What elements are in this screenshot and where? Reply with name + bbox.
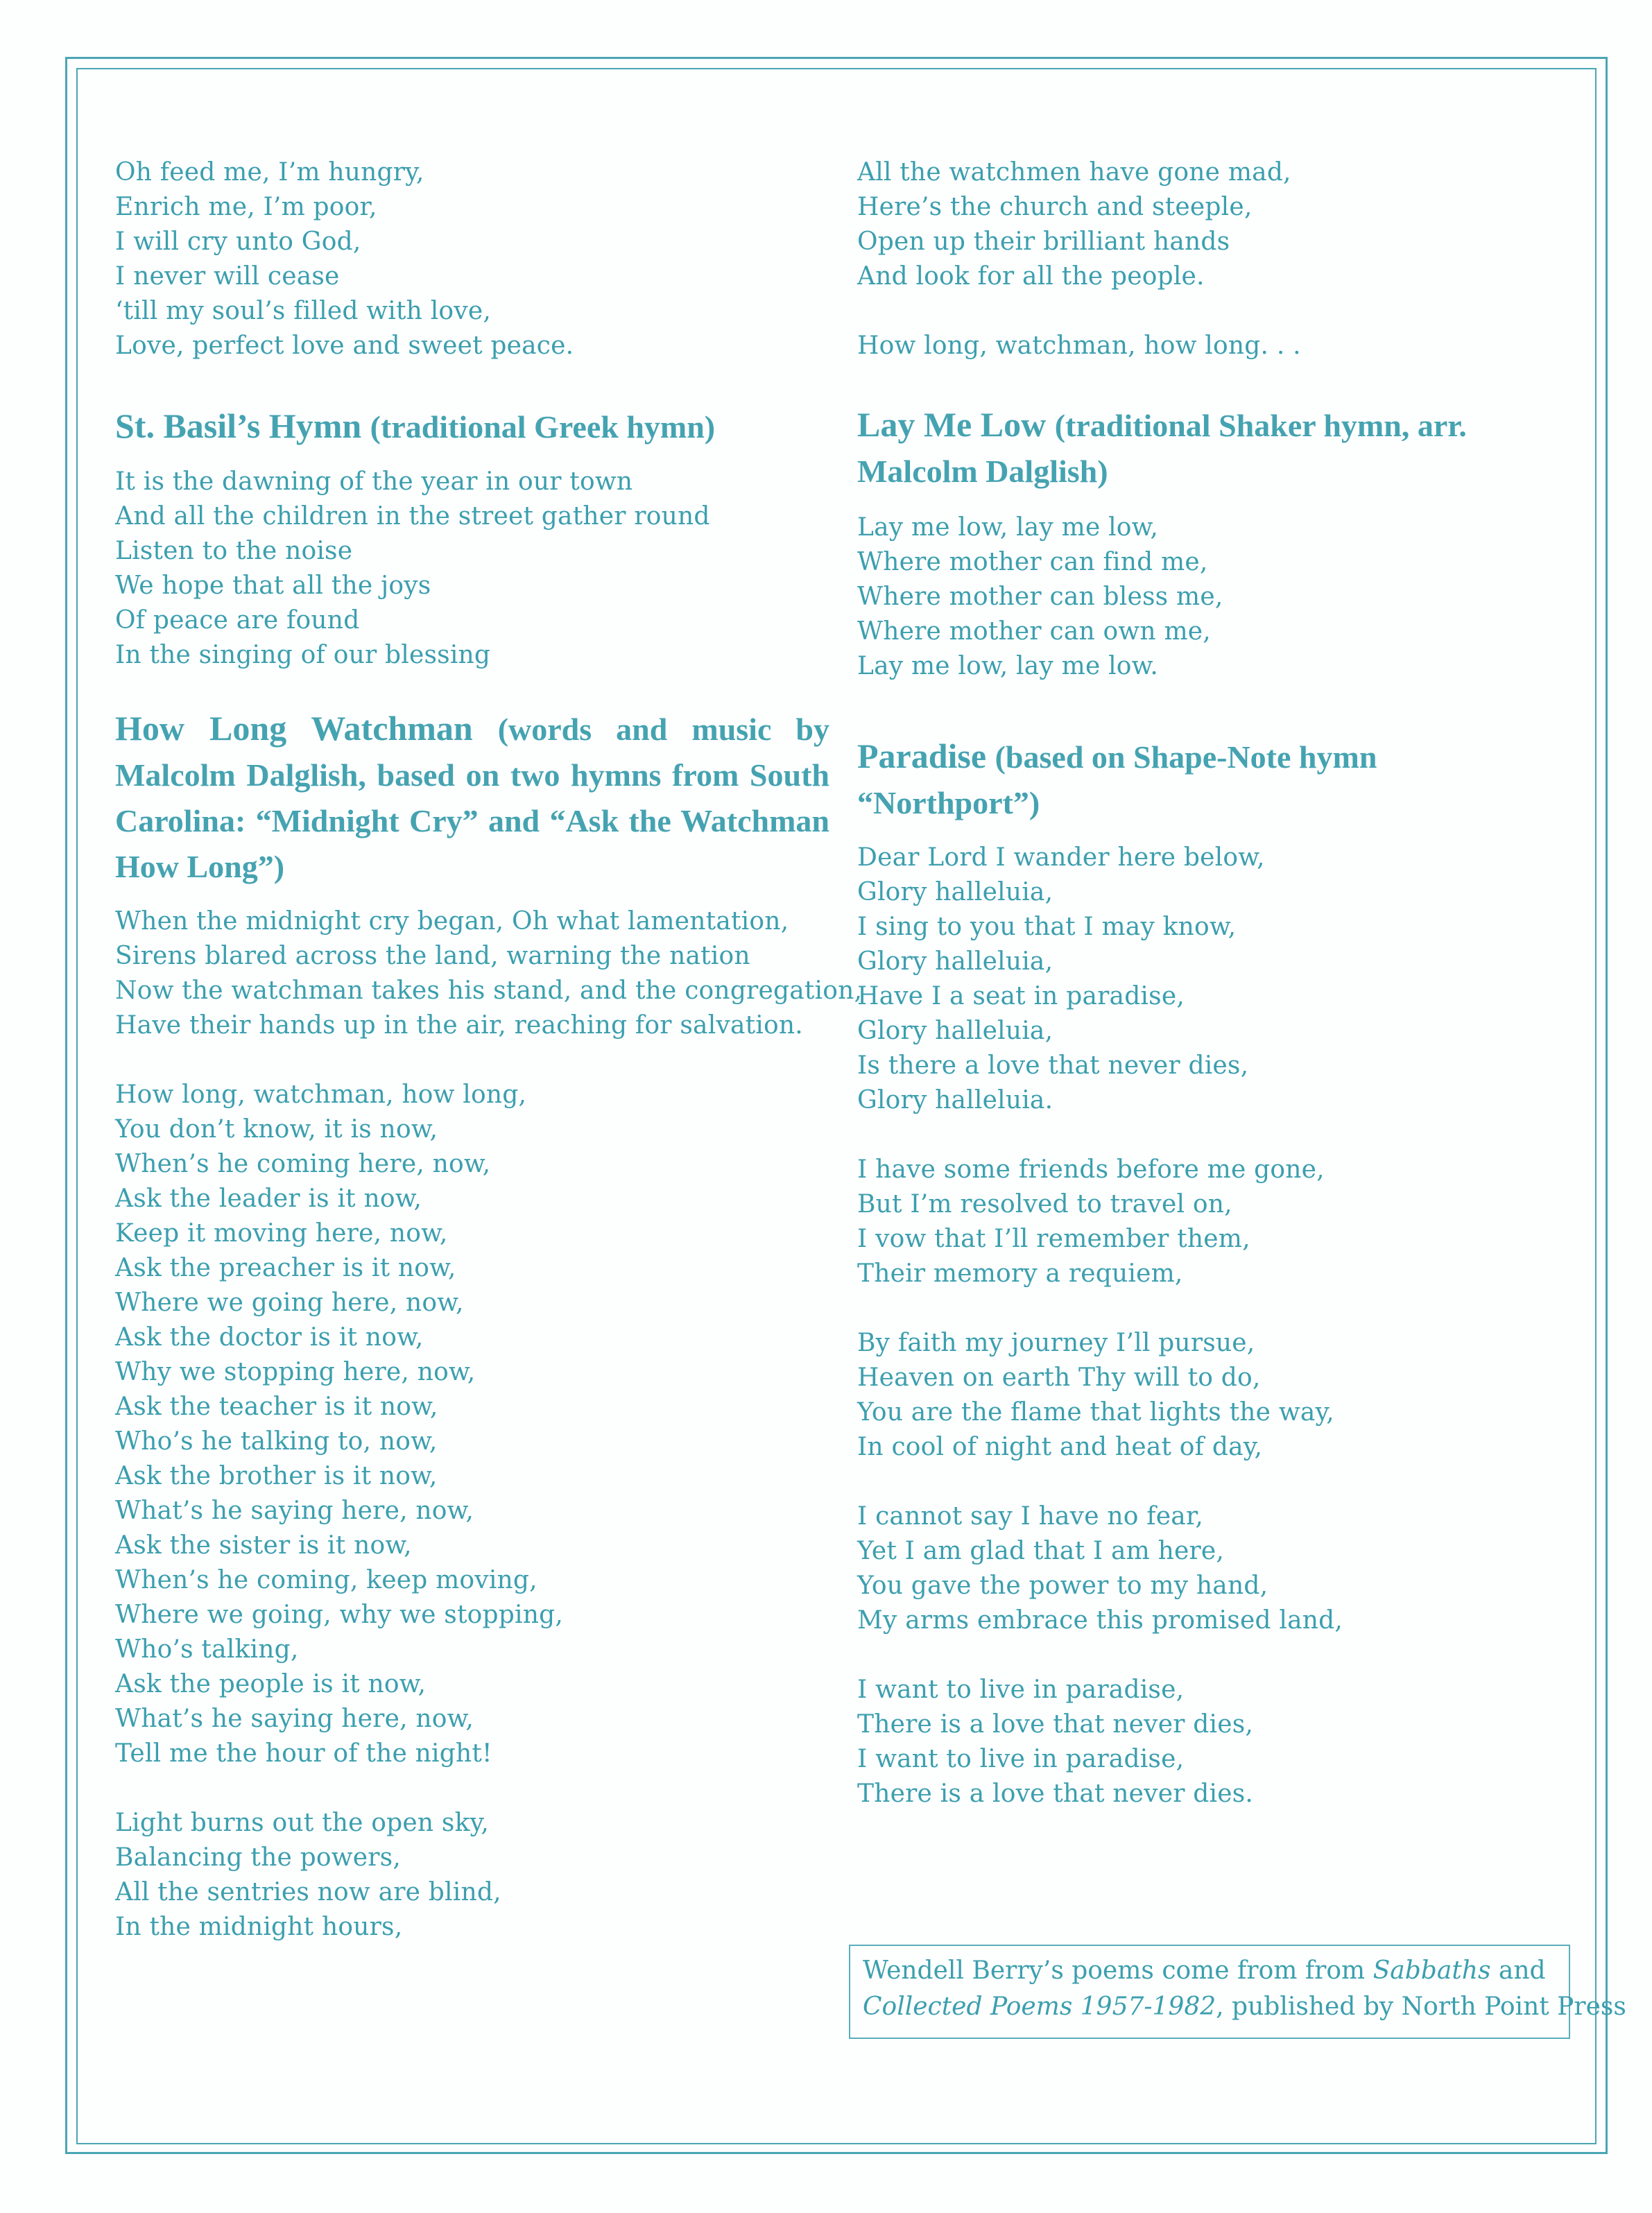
verse-line: You are the flame that lights the way, (857, 1398, 1334, 1427)
left-column (115, 155, 863, 1945)
verse-line: Glory halleluia, (857, 878, 1053, 906)
verse-line: Yet I am glad that I am here, (857, 1537, 1225, 1565)
verse-line: Enrich me, I’m poor, (115, 193, 377, 221)
verse-line: Heaven on earth Thy will to do, (857, 1363, 1261, 1392)
verse-line: Light burns out the open sky, (115, 1809, 490, 1837)
verse-line: Ask the leader is it now, (115, 1185, 422, 1213)
verse-line: Of peace are found (115, 606, 360, 635)
verse-line: Who’s talking, (115, 1635, 299, 1664)
paradise-verse-5 (857, 1673, 1572, 1811)
laymelow-heading (857, 402, 1572, 494)
verse-line: By faith my journey I’ll pursue, (857, 1329, 1255, 1357)
verse-line: In the singing of our blessing (115, 641, 491, 669)
verse-line: Balancing the powers, (115, 1843, 401, 1872)
verse-line: My arms embrace this promised land, (857, 1606, 1343, 1635)
verse-line: I sing to you that I may know, (857, 913, 1237, 941)
watchman-verse-3 (115, 1806, 829, 1945)
verse-line: Keep it moving here, now, (115, 1219, 448, 1248)
watchman-heading (115, 706, 829, 889)
verse-line: You don’t know, it is now, (115, 1115, 438, 1144)
paradise-verse-1 (857, 841, 1572, 1118)
footnote-book-1: Sabbaths (1373, 1956, 1491, 1985)
verse-line: Their memory a requiem, (857, 1259, 1183, 1288)
verse-line: And all the children in the street gather round (115, 502, 710, 531)
verse-line: Where mother can bless me, (857, 583, 1223, 611)
verse-line: Lay me low, lay me low, (857, 513, 1159, 542)
verse-line: I want to live in paradise, (857, 1745, 1185, 1773)
verse-line: Ask the teacher is it now, (115, 1393, 438, 1421)
watchman-verse-4 (857, 155, 1572, 294)
verse-line: Here’s the church and steeple, (857, 193, 1253, 221)
basil-subtitle: (traditional Greek hymn) (370, 409, 716, 445)
verse-line: Where we going, why we stopping, (115, 1601, 563, 1629)
verse-line: Tell me the hour of the night! (115, 1739, 492, 1768)
verse-line: It is the dawning of the year in our town (115, 467, 633, 496)
watchman-verse-2 (115, 1078, 829, 1771)
verse-line: I cannot say I have no fear, (857, 1502, 1204, 1531)
verse-line: I never will cease (115, 262, 340, 291)
verse-line: I have some friends before me gone, (857, 1155, 1325, 1184)
verse-line: Glory halleluia, (857, 1017, 1053, 1045)
watchman-verse-1 (115, 904, 863, 1043)
verse-line: What’s he saying here, now, (115, 1705, 474, 1733)
basil-heading (115, 404, 829, 449)
laymelow-subtitle-1: (traditional Shaker hymn, arr. (1054, 408, 1467, 443)
right-column (857, 155, 1572, 1811)
verse-line: Who’s he talking to, now, (115, 1427, 438, 1456)
verse-line: Glory halleluia. (857, 1086, 1053, 1114)
verse-line: In cool of night and heat of day, (857, 1433, 1263, 1461)
verse-line: There is a love that never dies, (857, 1710, 1254, 1739)
verse-line: When the midnight cry began, Oh what lamentation, (115, 907, 789, 936)
verse-line: You gave the power to my hand, (857, 1572, 1268, 1600)
paradise-verse-2 (857, 1153, 1572, 1291)
footnote-post: , published by North Point Press (1216, 1992, 1626, 2021)
verse-line: Have I a seat in paradise, (857, 982, 1185, 1010)
paradise-heading (857, 734, 1572, 825)
verse-line: I will cry unto God, (115, 227, 361, 256)
verse-line: Ask the preacher is it now, (115, 1254, 456, 1282)
watchman-subtitle: (words and music by Malcolm Dalglish, based on two hymns from South Carolina: “Midnight Cry” and “Ask the Watchman How Long”) (115, 712, 829, 884)
verse-line: ‘till my soul’s filled with love, (115, 297, 491, 325)
verse-line: Where mother can find me, (857, 548, 1208, 576)
verse-line: Ask the people is it now, (115, 1670, 427, 1698)
verse-line: Now the watchman takes his stand, and the congregation, (115, 976, 863, 1005)
intro-verse (115, 155, 829, 363)
paradise-title: Paradise (857, 737, 987, 775)
verse-line: Where we going here, now, (115, 1289, 464, 1317)
verse-line: Love, perfect love and sweet peace. (115, 331, 574, 360)
laymelow-title: Lay Me Low (857, 405, 1047, 444)
verse-line: Ask the brother is it now, (115, 1462, 438, 1490)
verse-line: Dear Lord I wander here below, (857, 843, 1265, 872)
watchman-title: How Long Watchman (115, 709, 473, 748)
paradise-subtitle-2: “Northport”) (857, 785, 1040, 820)
footnote-pre: Wendell Berry’s poems come from from (863, 1956, 1366, 1985)
verse-line: Why we stopping here, now, (115, 1358, 476, 1386)
verse-line: I vow that I’ll remember them, (857, 1225, 1250, 1253)
verse-line: We hope that all the joys (115, 571, 431, 600)
watchman-refrain: How long, watchman, how long. . . (857, 331, 1301, 360)
paradise-verse-4 (857, 1499, 1572, 1638)
verse-line: There is a love that never dies. (857, 1780, 1254, 1808)
verse-line: When’s he coming, keep moving, (115, 1566, 537, 1594)
laymelow-subtitle-2: Malcolm Dalglish) (857, 454, 1108, 489)
verse-line: Oh feed me, I’m hungry, (115, 158, 424, 187)
verse-line: All the sentries now are blind, (115, 1878, 501, 1906)
paradise-subtitle-1: (based on Shape-Note hymn (995, 739, 1377, 775)
footnote-book-2: Collected Poems 1957-1982 (863, 1992, 1216, 2021)
verse-line: In the midnight hours, (115, 1913, 403, 1941)
verse-line: Glory halleluia, (857, 947, 1053, 976)
verse-line: Listen to the noise (115, 537, 353, 565)
verse-line: I want to live in paradise, (857, 1676, 1185, 1704)
verse-line: But I’m resolved to travel on, (857, 1190, 1232, 1219)
verse-line: Have their hands up in the air, reaching for salvation. (115, 1011, 803, 1040)
basil-verse (115, 465, 829, 673)
verse-line: Sirens blared across the land, warning the nation (115, 942, 750, 970)
verse-line: And look for all the people. (857, 262, 1205, 291)
verse-line: Is there a love that never dies, (857, 1051, 1249, 1080)
verse-line: Ask the doctor is it now, (115, 1323, 424, 1352)
verse-line: All the watchmen have gone mad, (857, 158, 1291, 187)
basil-title: St. Basil’s Hymn (115, 406, 362, 445)
source-footnote (849, 1945, 1626, 2039)
paradise-verse-3 (857, 1326, 1572, 1465)
verse-line: Where mother can own me, (857, 617, 1211, 646)
laymelow-verse (857, 510, 1572, 684)
verse-line: Lay me low, lay me low. (857, 652, 1159, 680)
verse-line: What’s he saying here, now, (115, 1497, 474, 1525)
verse-line: When’s he coming here, now, (115, 1150, 491, 1178)
verse-line: How long, watchman, how long, (115, 1080, 527, 1109)
footnote-and: and (1498, 1956, 1546, 1985)
verse-line: Open up their brilliant hands (857, 227, 1230, 256)
verse-line: Ask the sister is it now, (115, 1531, 412, 1560)
